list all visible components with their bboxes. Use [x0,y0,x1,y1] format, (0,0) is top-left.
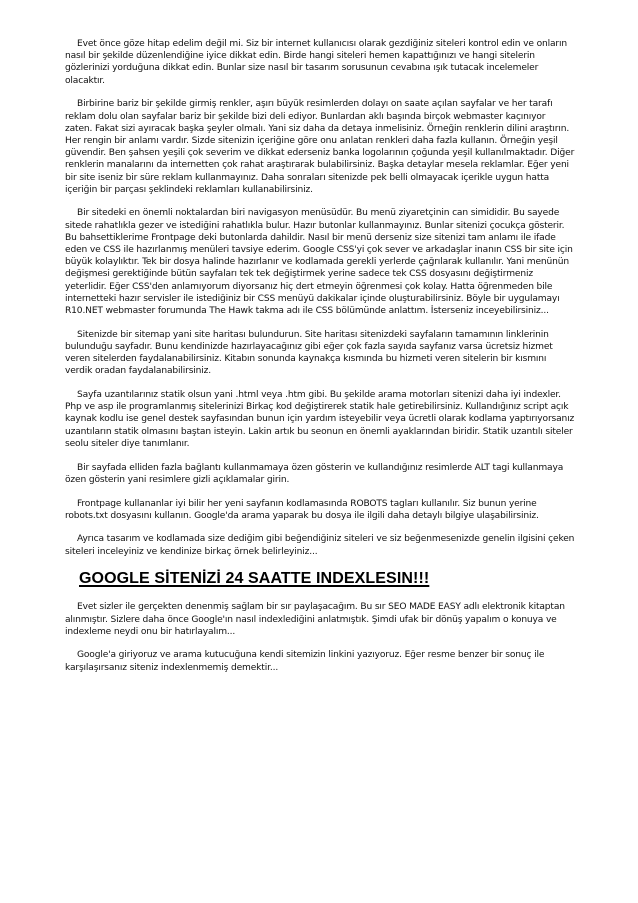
paragraph-google-search: Google'a giriyoruz ve arama kutucuğuna kendi sitemizin linkini yazıyoruz. Eğer resme benzer bir sonuç ile karşılaşırsanız siteniz indexlenmemiş demektir... [65,650,545,673]
paragraph-static-extensions: Sayfa uzantılarınız statik olsun yani .html veya .htm gibi. Bu şekilde arama motorları sitenizi daha iyi indexler. Php ve asp ile programlanmış sitelerinizi Birkaç kod değiştirerek statik hale getirebilirsiniz. Kullandığınız script açık kaynak kodlu ise genel destek sayfasından bunun için yardım isteyebilir veya ücretli olarak kodlama yaptırıyorsanız uzantıların statik olmasını baştan isteyin. Lakin artık bu seonun en önemli ayaklarından biridir. Statik uzantılı siteler seolu siteler diye tanımlanır. [65,390,575,449]
paragraph-robots-txt: Frontpage kullananlar iyi bilir her yeni sayfanın kodlamasında ROBOTS tagları kullanılır. Siz bunun yerine robots.txt dosyasını kullanın. Google'da arama yaparak bu dosya ile ilgili daha detaylı bilgiye ulaşabilirsiniz. [65,498,539,521]
document-page [65,38,575,685]
section-heading: GOOGLE SİTENİZİ 24 SAATTE INDEXLESIN!!! [79,570,430,588]
paragraph-navigation-menu: Bir sitedeki en önemli noktalardan biri navigasyon menüsüdür. Bu menü ziyaretçinin can simididir. Bu sayede sitede rahatlıkla gezer ve istediğini rahatlıkla bulur. Hazır butonlar kullanmayınız. Bunlar sitenizi çocukça gösterir. Bu bahsettiklerime Frontpage deki butonlarda dahildir. Nasıl bir menü derseniz size sitenizi tam anlamı ile ifade eden ve CSS ile hazırlanmış menüleri tavsiye ederim. Google CSS'yi çok sever ve arkadaşlar inanın CSS bir site için büyük kolaylıktır. Tek bir dosya halinde hazırlanır ve kodlamada gerekli yerlerde çağrılarak kullanılır. Yani menünün değişmesi gerektiğinde bütün sayfaları tek tek değiştirmek yerine sadece tek CSS dosyasını değiştirmeniz yeterlidir. Eğer CSS'den anlamıyorum diyorsanız hiç dert etmeyin öğrenmesi çok kolay. Hatta öğrenmeden bile internetteki hazır servisler ile istediğiniz bir CSS menüyü dakikalar içinde oluşturabilirsiniz. Böyle bir uygulamayı R10.NET webmaster forumunda The Hawk takma adı ile CSS bölümünde anlattım. İsterseniz inceyebilirsiniz... [65,208,573,317]
paragraph-seo-secret: Evet sizler ile gerçekten denenmiş sağlam bir sır paylaşacağım. Bu sır SEO MADE EASY adlı elektronik kitaptan alınmıştır. Sizlere daha önce Google'ın nasıl indexlediğini anlatmıştık. Şimdi ufak bir dönüş yapalım o konuya ve indexleme neydi onu bir hatırlayalım... [65,602,565,637]
paragraph-links-and-alt-tags: Bir sayfada elliden fazla bağlantı kullanmamaya özen gösterin ve kullandığınız resimlerde ALT tagi kullanmaya özen gösterin yani resimlere gizli açıklamalar girin. [65,462,564,485]
paragraph-examine-sites: Ayrıca tasarım ve kodlamada size dediğim gibi beğendiğiniz siteleri ve siz beğenmesenizde genelin ilgisini çeken siteleri inceleyiniz ve kendinize birkaç örnek belirleyiniz... [65,534,575,557]
paragraph-sitemap: Sitenizde bir sitemap yani site haritası bulundurun. Site haritası sitenizdeki sayfaların tamamının linklerinin bulunduğu sayfadır. Bunu kendinizde hazırlayacağınız gibi eğer çok fazla sayıda sayfanız varsa ücretsiz hizmet veren sitelerden faydalanabilirsiniz. Kitabın sonunda kaynakça kısmında bu hizmeti veren sitelerin bir kısmını verdik oradan faydalanabilirsiniz. [65,329,553,377]
paragraph-visual-design: Evet önce göze hitap edelim değil mi. Siz bir internet kullanıcısı olarak gezdiğiniz siteleri kontrol edin ve onların nasıl bir şekilde düzenlendiğine iyice dikkat edin. Birde hangi siteleri hemen kapattığınızı ve hangi sitelerin gözlerinizi yorduğuna dikkat edin. Bunlar size nasıl bir tasarım sorusunun cevabına ışık tutacak incelemeler olacaktır. [65,39,567,86]
paragraph-colors-and-ads: Birbirine bariz bir şekilde girmiş renkler, aşırı büyük resimlerden dolayı on saate açılan sayfalar ve her tarafı reklam dolu olan sayfalar bariz bir şekilde bizi deli ediyor. Bunlardan aklı başında birçok webmaster kaçınıyor zaten. Fakat sizi ayıracak başka şeyler olmalı. Yani siz daha da detaya inmelisiniz. Örneğin renklerin dilini araştırın. Her rengin bir anlamı vardır. Sizde sitenizin içeriğine göre onu anlatan renkleri daha fazla kullanın. Örneğin yeşil güvendir. Ben şahsen yeşili çok severim ve dikkat ederseniz banka logolarının çoğunda yeşil kullanılmaktadır. Diğer renklerin manalarını da internetten çok rahat araştırarak bulabilirsiniz. Başka detaylar mesela reklamlar. Eğer yeni bir site iseniz bir süre reklam kullanmayınız. Daha sonraları sitenizde pek belli olmayacak içerikle uygun hatta içeriğin bir parçası şeklindeki reklamları kullanabilirsiniz. [65,99,575,195]
